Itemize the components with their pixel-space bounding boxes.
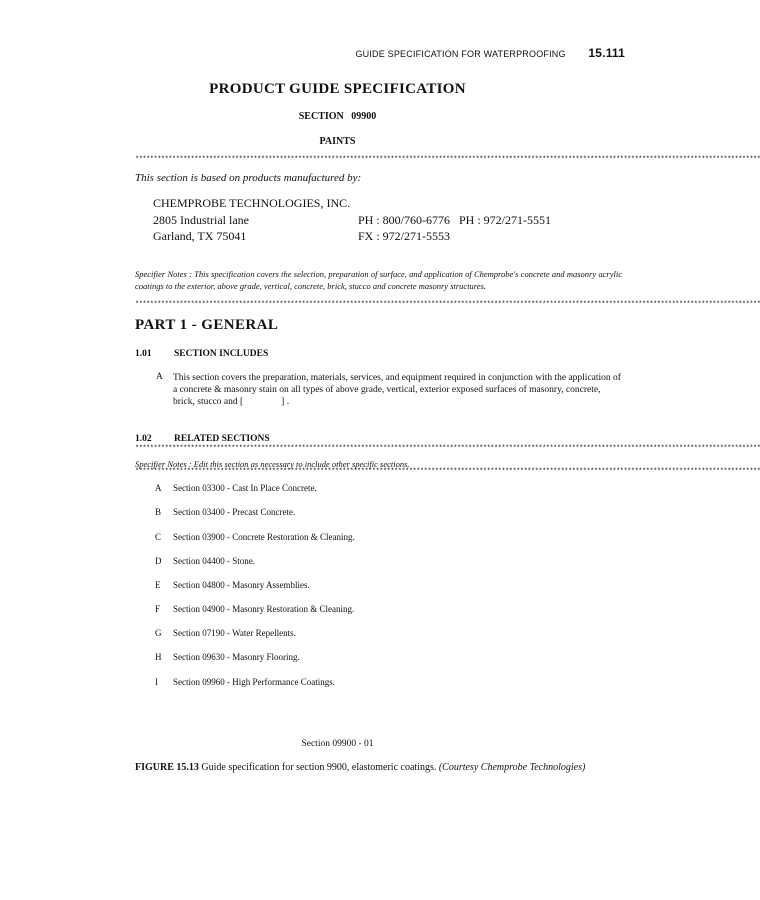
page-number: 15.111 <box>588 46 625 60</box>
list-item: Section 03900 - Concrete Restoration & Cleaning. <box>173 532 355 542</box>
list-item-letter: I <box>155 677 158 687</box>
document-title: PRODUCT GUIDE SPECIFICATION <box>209 81 466 97</box>
figure-label: FIGURE 15.13 <box>135 762 199 773</box>
list-item: Section 04400 - Stone. <box>173 556 255 566</box>
section-1-01-text: This section covers the preparation, materials, services, and equipment required in conjunction with the application of a concrete & masonry stain on all types of above grade, vertical, exterior exposed surfaces of masonry, concrete, brick, stucco and [ ] . <box>173 373 624 407</box>
figure-credit: (Courtesy Chemprobe Technologies) <box>438 762 586 773</box>
section-1-01-letter: A <box>156 372 163 382</box>
company-name: CHEMPROBE TECHNOLOGIES, INC. <box>153 196 351 210</box>
list-item: Section 03400 - Precast Concrete. <box>173 507 296 517</box>
section-name: PAINTS <box>319 136 356 147</box>
separator-4: ************************************************************************************************************************************************************************* <box>135 468 760 476</box>
separator-1: ************************************************************************************************************************************************************************* <box>135 156 760 164</box>
section-1-01-title: SECTION INCLUDES <box>174 349 269 359</box>
list-item-letter: C <box>155 532 162 542</box>
list-item-letter: H <box>155 652 162 662</box>
list-item-letter: E <box>155 580 161 590</box>
running-head <box>355 46 625 60</box>
specifier-note-scope: Specifier Notes : This specification covers the selection, preparation of surface, and application of Chemprobe's concrete and masonry acrylic coatings to the exterior, above grade, vertical, concrete, brick, stucco and concrete masonry structures. <box>135 269 622 291</box>
list-item: Section 07190 - Water Repellents. <box>173 628 296 638</box>
separator-3: ************************************************************************************************************************************************************************* <box>135 445 760 453</box>
figure-caption-text: Guide specification for section 9900, elastomeric coatings. <box>198 762 439 773</box>
list-item-letter: G <box>155 628 162 638</box>
list-item-letter: A <box>155 483 162 493</box>
section-1-01-number: 1.01 <box>135 349 152 359</box>
list-item: Section 04900 - Masonry Restoration & Cleaning. <box>173 604 355 614</box>
page-footer: Section 09900 - 01 <box>301 739 374 749</box>
part-heading: PART 1 - GENERAL <box>135 317 279 333</box>
running-head-title: GUIDE SPECIFICATION FOR WATERPROOFING <box>355 49 566 59</box>
section-label: SECTION 09900 <box>298 111 377 122</box>
list-item: Section 03300 - Cast In Place Concrete. <box>173 483 317 493</box>
specifier-note-related: Specifier Notes : Edit this section as necessary to include other specific sections. <box>135 459 410 469</box>
section-1-02-title: RELATED SECTIONS <box>174 434 270 444</box>
list-item: Section 09630 - Masonry Flooring. <box>173 652 300 662</box>
company-phone: PH : 800/760-6776 PH : 972/271-5551 <box>358 213 552 227</box>
separator-2: ************************************************************************************************************************************************************************* <box>135 301 760 309</box>
list-item: Section 04800 - Masonry Assemblies. <box>173 580 310 590</box>
company-address-line2: Garland, TX 75041 <box>153 229 247 243</box>
section-1-02-number: 1.02 <box>135 434 152 444</box>
company-fax: FX : 972/271-5553 <box>358 229 451 243</box>
list-item-letter: F <box>155 604 161 614</box>
list-item: Section 09960 - High Performance Coatings. <box>173 677 335 687</box>
list-item-letter: B <box>155 507 162 517</box>
figure-caption <box>135 761 622 774</box>
intro-text: This section is based on products manufactured by: <box>135 172 362 184</box>
list-item-letter: D <box>155 556 162 566</box>
company-address-line1: 2805 Industrial lane <box>153 213 249 227</box>
